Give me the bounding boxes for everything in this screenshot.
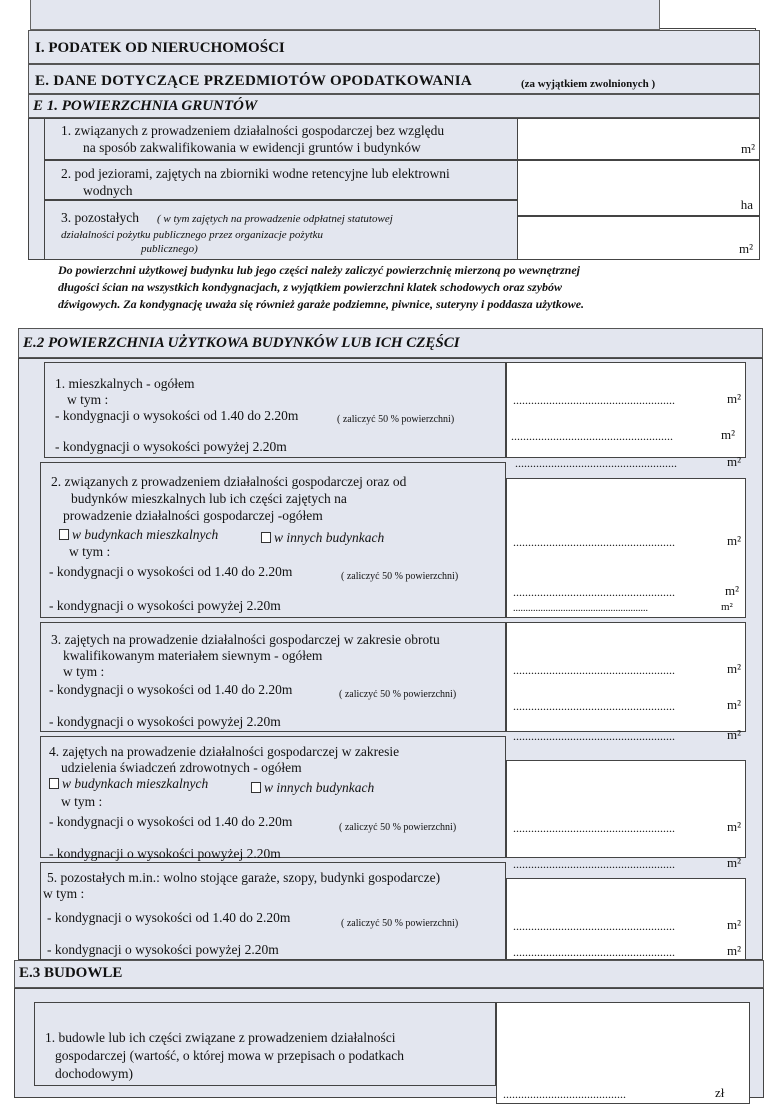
e2-item-1-total-dots: ...................................................... (513, 393, 675, 407)
e2-item-3-h1-dots: ...................................................... (513, 699, 675, 713)
e2-item-1-height-1: - kondygnacji o wysokości od 1.40 do 2.20m (55, 408, 299, 423)
e2-item-1-title: 1. mieszkalnych - ogółem (55, 376, 195, 391)
e1-header (28, 94, 760, 118)
usable-area-note-line-2: długości ścian na wszystkich kondygnacjach, z wyjątkiem powierzchni klatek schodowych oraz szybów (58, 280, 563, 294)
e2-item-4-total-unit: m² (727, 819, 742, 834)
e2-item-4-cb-residential[interactable] (49, 775, 208, 792)
e2-item-2-line-1: 2. związanych z prowadzeniem działalności gospodarczej oraz od (51, 474, 407, 489)
e2-item-1-total-unit: m² (727, 391, 742, 406)
e3-header (14, 960, 764, 988)
e2-item-1-h2-dots: ...................................................... (515, 456, 677, 470)
e2-item-5-h2-dots: ...................................................... (513, 945, 675, 959)
e3-item-1-line-1: 1. budowle lub ich części związane z prowadzeniem działalności (45, 1030, 396, 1045)
e1-row-1-label (44, 118, 518, 160)
e2-item-2-cb-other-label: w innych budynkach (274, 530, 385, 545)
e2-item-3-wtym: w tym : (63, 664, 105, 679)
e2-item-5-height-1-note: ( zaliczyć 50 % powierzchni) (341, 918, 459, 929)
checkbox-residential[interactable] (59, 529, 69, 540)
e2-item-2-cb-other[interactable] (261, 529, 384, 546)
section-e-header (28, 64, 760, 94)
e2-item-4-h2-dots: ...................................................... (513, 857, 675, 871)
e2-item-2-height-1-note: ( zaliczyć 50 % powierzchni) (341, 571, 459, 582)
e2-item-4-height-1: - kondygnacji o wysokości od 1.40 do 2.20m (49, 814, 293, 829)
e2-item-4-height-1-note: ( zaliczyć 50 % powierzchni) (339, 822, 457, 833)
e2-item-3-height-2: - kondygnacji o wysokości powyżej 2.20m (49, 714, 281, 729)
e2-item-1-h2-unit: m² (727, 454, 742, 469)
e1-left-margin (28, 118, 44, 260)
e2-item-3 (40, 622, 506, 732)
e1-row-1-text1: 1. związanych z prowadzeniem działalności gospodarczej bez względu (61, 123, 445, 138)
e2-item-1-h1-dots: ...................................................... (511, 429, 673, 443)
section-e-note: (za wyjątkiem zwolnionych ) (521, 78, 656, 90)
e2-item-2-wtym: w tym : (69, 544, 111, 559)
e3-item-1-line-2: gospodarczej (wartość, o której mowa w przepisach o podatkach (55, 1048, 404, 1063)
e2-item-3-values[interactable] (506, 622, 746, 743)
e2-item-3-total-unit: m² (727, 661, 742, 676)
section-i-header (28, 30, 760, 64)
e1-title: E 1. POWIERZCHNIA GRUNTÓW (33, 98, 258, 114)
e2-item-2-h1-dots: ...................................................... (513, 585, 675, 599)
e2-item-4-height-2: - kondygnacji o wysokości powyżej 2.20m (49, 846, 281, 861)
e2-item-4-cb-other[interactable] (251, 779, 374, 796)
usable-area-note-line-1: Do powierzchni użytkowej budynku lub jego części należy zaliczyć powierzchnię mierzoną po wewnętrznej (58, 263, 581, 277)
e2-item-2-cb-residential-label: w budynkach mieszkalnych (72, 527, 219, 542)
checkbox-other[interactable] (261, 532, 271, 543)
e1-row-2-label (44, 160, 518, 200)
e2-item-2-height-2: - kondygnacji o wysokości powyżej 2.20m (49, 598, 281, 613)
checkbox-residential-4[interactable] (49, 778, 59, 789)
e3-item-1-unit: zł (715, 1085, 725, 1100)
e1-row-2-text1: 2. pod jeziorami, zajętych na zbiorniki wodne retencyjne lub elektrowni (61, 166, 450, 181)
e3-item-1-line-3: dochodowym) (55, 1066, 133, 1081)
e2-item-1-height-1-note: ( zaliczyć 50 % powierzchni) (337, 414, 455, 425)
e2-item-2-total-unit: m² (727, 533, 742, 548)
e2-item-3-h2-unit: m² (727, 727, 742, 742)
e2-item-3-total-dots: ...................................................... (513, 663, 675, 677)
e1-row-3-paren: ( w tym zajętych na prowadzenie odpłatnej statutowej (157, 213, 393, 225)
e2-title: E.2 POWIERZCHNIA UŻYTKOWA BUDYNKÓW LUB ICH CZĘŚCI (23, 335, 460, 351)
e1-row-3-paren3: publicznego) (141, 243, 198, 255)
e1-row-1-text2: na sposób zakwalifikowania w ewidencji gruntów i budynków (83, 140, 421, 155)
e1-row-3-paren2: działalności pożytku publicznego przez organizacje pożytku (61, 229, 324, 241)
e2-item-2 (40, 462, 506, 618)
e2-item-3-height-1: - kondygnacji o wysokości od 1.40 do 2.20m (49, 682, 293, 697)
e2-item-5-h1-unit: m² (727, 917, 742, 932)
e1-row-3-value[interactable] (517, 216, 760, 260)
e2-item-2-total-dots: ...................................................... (513, 535, 675, 549)
e2-item-2-cb-residential[interactable] (59, 526, 218, 543)
e2-item-3-h1-unit: m² (727, 697, 742, 712)
e2-item-1-height-2: - kondygnacji o wysokości powyżej 2.20m (55, 439, 287, 454)
e2-item-4-cb-residential-label: w budynkach mieszkalnych (62, 776, 209, 791)
e2-item-2-h1-unit: m² (725, 583, 740, 598)
e2-item-5-height-2: - kondygnacji o wysokości powyżej 2.20m (47, 942, 279, 957)
e1-row-2-unit: ha (740, 197, 753, 212)
e2-item-4-line-1: 4. zajętych na prowadzenie działalności gospodarczej w zakresie (49, 744, 400, 759)
e2-item-5-line-1: 5. pozostałych m.in.: wolno stojące garaże, szopy, budynki gospodarcze) (47, 870, 441, 885)
e2-item-4 (40, 736, 506, 861)
e3-item-1-value[interactable] (496, 1002, 750, 1104)
e2-item-5-h2-unit: m² (727, 943, 742, 958)
e1-row-2-value[interactable] (517, 160, 760, 216)
e2-item-4-wtym: w tym : (61, 794, 103, 809)
e2-item-2-line-2: budynków mieszkalnych lub ich części zajętych na (71, 491, 347, 506)
e2-item-3-line-1: 3. zajętych na prowadzenie działalności gospodarczej w zakresie obrotu (51, 632, 440, 647)
e2-item-4-cb-other-label: w innych budynkach (264, 780, 375, 795)
e1-row-1-unit: m² (740, 141, 755, 156)
usable-area-note-line-3: dźwigowych. Za kondygnację uważa się również garaże podziemne, piwnice, suteryny i poddasza użytkowe. (58, 297, 585, 311)
e2-item-2-height-1: - kondygnacji o wysokości od 1.40 do 2.20m (49, 564, 293, 579)
e2-item-1-h1-unit: m² (721, 427, 736, 442)
e2-header (18, 328, 763, 358)
e2-item-1 (44, 362, 506, 458)
e3-item-1-dots: ......................................... (503, 1087, 626, 1101)
section-i-title: I. PODATEK OD NIERUCHOMOŚCI (35, 40, 285, 56)
e2-item-4-total-dots: ...................................................... (513, 821, 675, 835)
e2-item-4-line-2: udzielenia świadczeń zdrowotnych - ogółem (61, 760, 302, 775)
e2-item-2-h2-unit: m² (721, 601, 733, 613)
e2-item-5-values[interactable] (506, 878, 746, 960)
e2-item-5-h1-dots: ...................................................... (513, 919, 675, 933)
e1-row-3-label (44, 200, 518, 260)
e3-title: E.3 BUDOWLE (19, 965, 123, 981)
checkbox-other-4[interactable] (251, 782, 261, 793)
e2-item-5-height-1: - kondygnacji o wysokości od 1.40 do 2.20m (47, 910, 291, 925)
e2-item-3-h2-dots: ...................................................... (513, 729, 675, 743)
e2-item-3-height-1-note: ( zaliczyć 50 % powierzchni) (339, 689, 457, 700)
e1-row-3-text1: 3. pozostałych (61, 210, 139, 225)
e2-item-2-h2-dots: ...................................................... (513, 603, 648, 614)
e1-row-1-value[interactable] (517, 118, 760, 160)
e2-item-4-h2-unit: m² (727, 855, 742, 870)
e1-row-3-unit: m² (738, 241, 753, 256)
e2-item-5 (40, 862, 506, 960)
e2-item-1-values[interactable] (506, 362, 746, 470)
e2-item-1-wtym: w tym : (67, 392, 109, 407)
e3-item-1 (34, 1002, 496, 1086)
e2-item-2-values[interactable] (506, 478, 746, 618)
e2-item-3-line-2: kwalifikowanym materiałem siewnym - ogółem (63, 648, 323, 663)
section-e-title: E. DANE DOTYCZĄCE PRZEDMIOTÓW OPODATKOWANIA (35, 73, 472, 89)
e2-item-5-wtym: w tym : (43, 886, 85, 901)
e2-item-4-values[interactable] (506, 760, 746, 871)
e1-row-2-text2: wodnych (83, 183, 133, 198)
e2-item-2-line-3: prowadzenie działalności gospodarczej -ogółem (63, 508, 323, 523)
top-tab (30, 0, 660, 30)
